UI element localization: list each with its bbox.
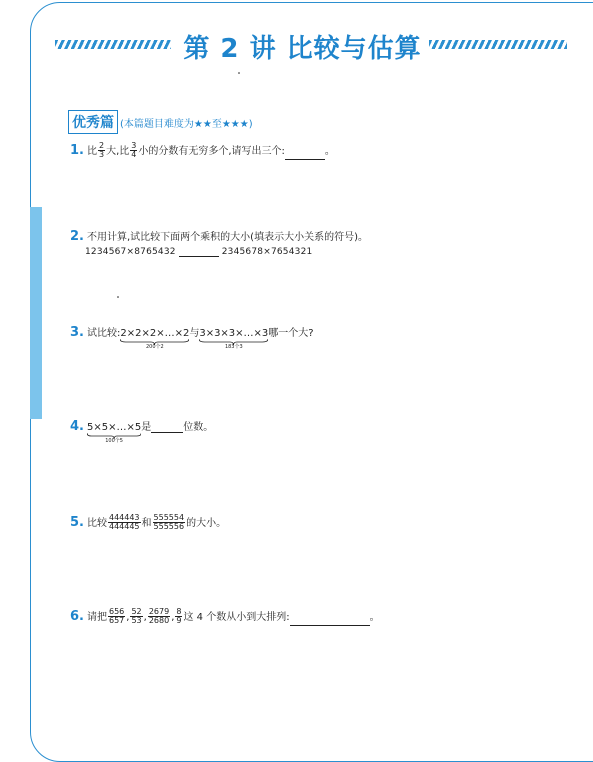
question-6: [70, 608, 380, 626]
question-number: 1.: [70, 142, 84, 158]
answer-blank[interactable]: [290, 624, 370, 626]
denominator: 4: [131, 150, 137, 160]
question-text: 和: [141, 517, 152, 529]
lesson-header: [55, 28, 567, 62]
fraction: [108, 514, 141, 532]
question-text: 请把: [86, 611, 107, 623]
separator: ,: [171, 611, 175, 623]
question-text: 试比较:: [86, 328, 121, 339]
section-label: 优秀篇: [68, 110, 118, 134]
numerator: 3: [131, 141, 137, 150]
question-text: 比: [86, 145, 97, 157]
fraction: [108, 608, 125, 626]
question-text: 。: [369, 611, 380, 623]
scan-speck: [238, 72, 240, 74]
overbrace-group: [86, 422, 142, 444]
question-text: 。: [324, 145, 335, 157]
question-text: 这 4 个数从小到大排列:: [183, 611, 290, 623]
question-2: [70, 230, 368, 243]
scan-speck: [117, 296, 119, 298]
fraction: [153, 514, 186, 532]
denominator: 2680: [148, 616, 170, 626]
numerator: 2679: [148, 607, 170, 616]
question-text: 位数。: [183, 422, 214, 433]
fraction: [98, 142, 105, 160]
header-stripe-left: [55, 40, 171, 49]
question-number: 2.: [70, 229, 84, 244]
product-expression: 5×5×…×5: [86, 422, 142, 433]
header-stripe-right: [429, 40, 567, 49]
question-text: 哪一个大?: [268, 328, 314, 339]
numerator: 444443: [108, 513, 140, 522]
factor-count: 200个2: [145, 344, 164, 350]
question-4: [70, 419, 214, 444]
fraction: [148, 608, 170, 626]
side-tab: [30, 207, 42, 419]
section-heading: [68, 110, 253, 134]
product-left: 1234567×8765432: [85, 247, 176, 257]
question-text: 与: [189, 328, 200, 339]
separator: ,: [143, 611, 147, 623]
product-right: 2345678×7654321: [221, 247, 313, 257]
question-number: 3.: [70, 325, 84, 340]
numerator: 8: [176, 607, 182, 616]
factor-count: 100个5: [105, 438, 123, 444]
denominator: 9: [176, 616, 182, 626]
answer-blank[interactable]: [151, 431, 183, 433]
product-expression: 3×3×3×…×3: [199, 328, 269, 339]
fraction: [175, 608, 182, 626]
question-text: 的大小。: [186, 517, 227, 529]
fraction: [130, 608, 142, 626]
numerator: 52: [131, 607, 142, 616]
answer-blank[interactable]: [179, 255, 219, 257]
denominator: 444445: [108, 522, 140, 532]
question-number: 4.: [70, 419, 84, 434]
separator: ,: [126, 611, 130, 623]
question-1: [70, 142, 335, 160]
question-3: [70, 325, 314, 350]
factor-count: 183个3: [224, 344, 243, 350]
denominator: 53: [131, 616, 142, 626]
denominator: 3: [98, 150, 105, 160]
question-text: 比较: [86, 517, 107, 529]
denominator: 657: [108, 616, 125, 626]
numerator: 2: [98, 141, 105, 150]
product-expression: 2×2×2×…×2: [120, 328, 190, 339]
question-number: 6.: [70, 608, 84, 624]
overbrace-group: [120, 328, 190, 350]
question-text: 小的分数有无穷多个,请写出三个:: [138, 145, 285, 157]
numerator: 656: [108, 607, 125, 616]
question-text: 大,比: [106, 145, 130, 157]
lesson-title: 第 2 讲 比较与估算: [183, 34, 422, 64]
denominator: 555556: [153, 522, 185, 532]
question-2-expression: [85, 247, 312, 257]
answer-blank[interactable]: [285, 158, 325, 160]
numerator: 555554: [153, 513, 185, 522]
difficulty-note: (本篇题目难度为★★至★★★): [120, 118, 253, 130]
fraction: [130, 142, 137, 160]
question-5: [70, 514, 226, 532]
overbrace-group: [199, 328, 269, 350]
question-text: 是: [141, 422, 152, 433]
question-text: 不用计算,试比较下面两个乘积的大小(填表示大小关系的符号)。: [86, 232, 368, 243]
question-number: 5.: [70, 514, 84, 530]
